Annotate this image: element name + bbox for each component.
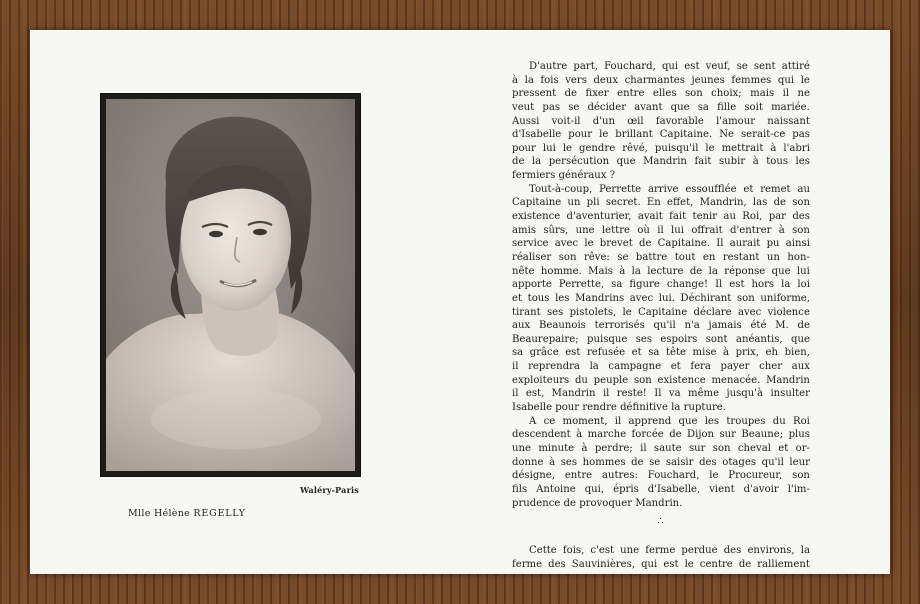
portrait-image — [106, 99, 355, 471]
text-line: nête homme. Mais à la lecture de la réponse que lui — [512, 265, 810, 277]
text-line: il est, Mandrin il reste! Il va même jusqu'à insulter — [512, 388, 810, 400]
text-line: veut pas se décider avant que sa fille soit mariée. — [512, 101, 810, 113]
text-line: exploiteurs du peuple son existence menacée. Mandrin — [512, 374, 810, 386]
text-line: amis sûrs, une lettre où il lui offrait d'entrer à son — [512, 224, 810, 236]
text-line: une minute à perdre; il saute sur son cheval et or- — [512, 442, 810, 454]
section-ornament: ∴ — [657, 516, 665, 528]
caption-prefix: Mlle Hélène — [128, 508, 191, 519]
text-line: il reprendra la campagne et fera payer cher aux — [512, 361, 810, 373]
text-line: donne à ses hommes de se saisir des otages qu'il leur — [512, 456, 810, 468]
photo-credit: Waléry-Paris — [300, 485, 359, 495]
paragraph-3 — [512, 415, 810, 510]
paragraph-1 — [512, 60, 810, 183]
text-line: D'autre part, Fouchard, qui est veuf, se sent attiré — [529, 61, 810, 72]
text-line: Cette fois, c'est une ferme perdue des environs, la — [529, 545, 810, 557]
text-line: existence d'aventurier, avait fait tenir au Roi, par des — [512, 211, 810, 223]
portrait-photo — [106, 99, 355, 471]
text-line: à la fois vers deux charmantes jeunes femmes qui le — [512, 74, 810, 86]
text-line: descendent à marche forcée de Dijon sur Beaune; plus — [512, 429, 810, 441]
text-line: Aussi voit-il d'un œil favorable l'amour naissant — [512, 115, 810, 127]
text-line: prudence de provoquer Mandrin. — [512, 497, 683, 509]
text-line: aux Beaunois terrorisés qu'il n'a jamais été M. de — [512, 320, 810, 332]
portrait-frame — [100, 93, 361, 477]
text-line: ferme des Sauvinières, qui est le centre de ralliement — [512, 558, 810, 570]
photo-caption — [128, 508, 246, 519]
text-line: désigne, entre autres: Fouchard, le Procureur, son — [512, 470, 810, 482]
text-line: apporte Perrette, sa figure change! Il est hors la loi — [512, 279, 810, 291]
text-line: fils Antoine qui, épris d'Isabelle, vient d'avoir l'im- — [512, 483, 810, 495]
paragraph-4 — [512, 544, 810, 571]
text-line: fermiers généraux ? — [512, 170, 616, 182]
text-line: pressent de fixer entre elles son choix; mais il ne — [512, 88, 810, 100]
text-line: Beaurepaire; puisque ses espoirs sont anéantis, que — [512, 333, 810, 345]
text-line: Tout-à-coup, Perrette arrive essoufflée et remet au — [529, 183, 810, 195]
text-line: Isabelle pour rendre définitive la rupture. — [512, 402, 726, 414]
text-line: de la persécution que Mandrin fait subir à tous les — [512, 156, 810, 168]
text-line: tirant ses pistolets, le Capitaine déclare avec violence — [512, 306, 810, 318]
body-text — [512, 60, 810, 571]
paragraph-2 — [512, 183, 810, 415]
text-line: A ce moment, il apprend que les troupes du Roi — [529, 415, 810, 427]
text-line: d'Isabelle pour le brillant Capitaine. Ne serait-ce pas — [512, 129, 810, 141]
text-line: réaliser son rêve: se battre tout en restant un hon- — [512, 251, 810, 263]
text-line: sa grâce est refusée et sa tête mise à prix, eh bien, — [512, 347, 810, 359]
text-line: pour lui le gendre rêvé, puisqu'il le mettrait à l'abri — [512, 142, 810, 154]
text-line: service avec le brevet de Capitaine. Il aurait pu ainsi — [512, 238, 810, 250]
caption-name: REGELLY — [193, 508, 246, 519]
text-line: Capitaine un pli secret. En effet, Mandrin, las de son — [512, 197, 810, 209]
text-line: et tous les Mandrins avec lui. Déchirant son uniforme, — [512, 292, 810, 304]
book-page — [30, 30, 890, 574]
